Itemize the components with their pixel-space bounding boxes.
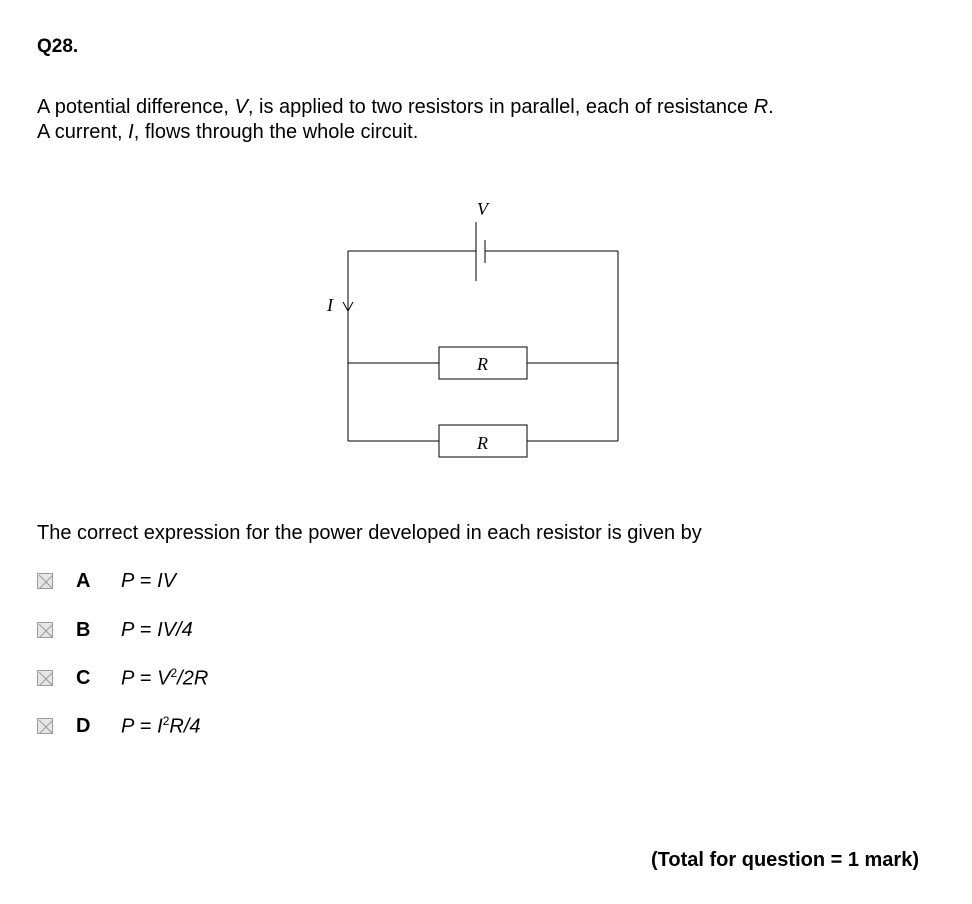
question-prompt: The correct expression for the power developed in each resistor is given by [37, 522, 702, 544]
option-b[interactable] [37, 618, 193, 642]
option-letter: C [76, 666, 91, 689]
resistor-1-label: R [477, 354, 488, 374]
stem-line-1: A potential difference, V, is applied to two resistors in parallel, each of resistance R. [37, 96, 774, 118]
total-marks: (Total for question = 1 mark) [651, 849, 919, 871]
option-expression: $P = V^2/2R$ [121, 665, 209, 690]
option-d[interactable] [37, 713, 201, 738]
option-b-checkbox[interactable] [37, 622, 53, 638]
symbol-r: R [753, 96, 769, 118]
option-expression: $P = I^2R/4$ [121, 713, 201, 738]
option-c[interactable] [37, 665, 209, 690]
option-c-checkbox[interactable] [37, 670, 53, 686]
cross-box-icon [38, 623, 54, 639]
option-letter: D [76, 714, 91, 737]
supply-label: V [477, 199, 488, 219]
option-expression: P = IV [121, 569, 177, 592]
resistor-2-label: R [477, 433, 488, 453]
option-letter: B [76, 618, 91, 641]
option-expression: P = IV/4 [121, 618, 193, 641]
option-letter: A [76, 569, 91, 592]
cross-box-icon [38, 671, 54, 687]
current-label: I [327, 295, 333, 315]
symbol-i: I [128, 121, 134, 143]
option-a[interactable] [37, 569, 177, 593]
symbol-v: V [234, 96, 248, 118]
option-d-checkbox[interactable] [37, 718, 53, 734]
stem-line-2: A current, I, flows through the whole circuit. [37, 121, 419, 143]
cross-box-icon [38, 574, 54, 590]
option-a-checkbox[interactable] [37, 573, 53, 589]
question-number: Q28. [37, 36, 79, 57]
cross-box-icon [38, 719, 54, 735]
